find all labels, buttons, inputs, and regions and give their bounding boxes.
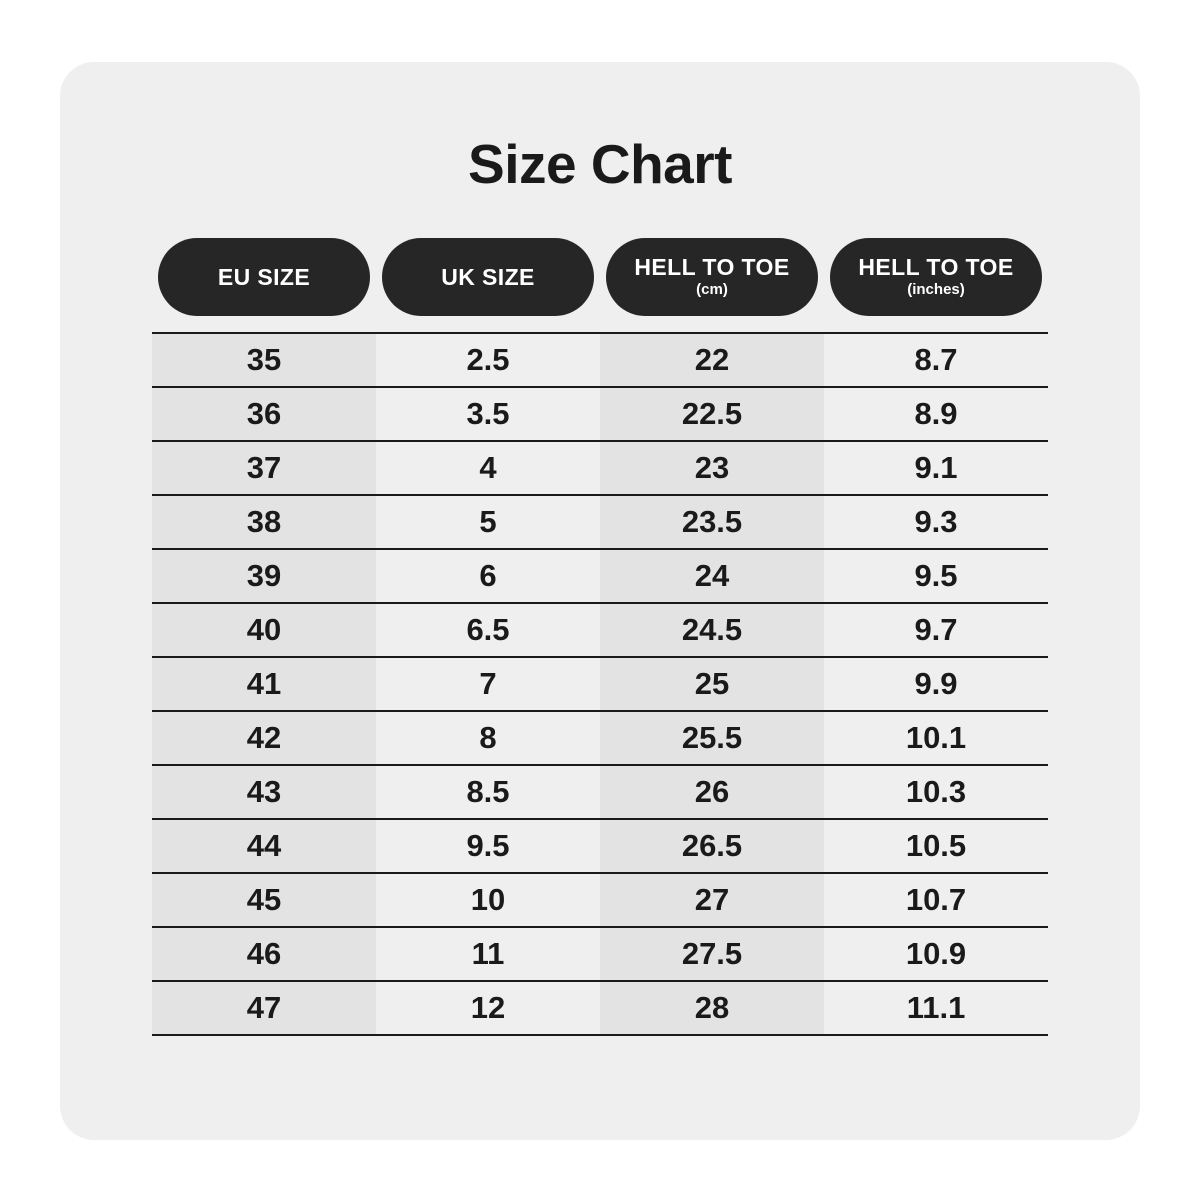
table-cell: 8.9 [824, 387, 1048, 441]
table-cell: 2.5 [376, 333, 600, 387]
header-label-uk-size: UK SIZE [441, 263, 535, 290]
table-row [152, 927, 1048, 981]
column-header-eu-size [152, 238, 376, 333]
header-sublabel-heel-to-toe-cm: (cm) [696, 280, 728, 298]
table-row [152, 873, 1048, 927]
size-table-wrapper [152, 238, 1048, 1036]
table-row [152, 711, 1048, 765]
table-row [152, 441, 1048, 495]
header-label-heel-to-toe-inches: HELL TO TOE [858, 254, 1014, 281]
size-chart-card [60, 62, 1140, 1140]
table-row [152, 981, 1048, 1035]
table-cell: 9.5 [376, 819, 600, 873]
table-cell: 46 [152, 927, 376, 981]
table-cell: 22.5 [600, 387, 824, 441]
table-cell: 23.5 [600, 495, 824, 549]
table-cell: 7 [376, 657, 600, 711]
table-cell: 26.5 [600, 819, 824, 873]
table-cell: 47 [152, 981, 376, 1035]
table-cell: 40 [152, 603, 376, 657]
size-table-body [152, 333, 1048, 1035]
table-cell: 9.3 [824, 495, 1048, 549]
table-cell: 22 [600, 333, 824, 387]
header-pill-heel-to-toe-inches [830, 238, 1042, 316]
table-cell: 38 [152, 495, 376, 549]
table-cell: 9.5 [824, 549, 1048, 603]
table-cell: 6.5 [376, 603, 600, 657]
column-header-uk-size [376, 238, 600, 333]
table-row [152, 819, 1048, 873]
header-pill-eu-size [158, 238, 370, 316]
size-table [152, 238, 1048, 1036]
table-cell: 11.1 [824, 981, 1048, 1035]
table-cell: 42 [152, 711, 376, 765]
header-pill-heel-to-toe-cm [606, 238, 818, 316]
table-cell: 10.9 [824, 927, 1048, 981]
page-title: Size Chart [468, 133, 732, 195]
table-cell: 26 [600, 765, 824, 819]
table-row [152, 657, 1048, 711]
table-row [152, 495, 1048, 549]
column-header-heel-to-toe-inches [824, 238, 1048, 333]
table-cell: 25.5 [600, 711, 824, 765]
column-header-heel-to-toe-cm [600, 238, 824, 333]
table-cell: 43 [152, 765, 376, 819]
table-cell: 5 [376, 495, 600, 549]
table-row [152, 387, 1048, 441]
table-cell: 8 [376, 711, 600, 765]
table-cell: 23 [600, 441, 824, 495]
table-cell: 4 [376, 441, 600, 495]
table-cell: 9.7 [824, 603, 1048, 657]
table-cell: 8.5 [376, 765, 600, 819]
table-cell: 3.5 [376, 387, 600, 441]
table-cell: 24 [600, 549, 824, 603]
size-table-head [152, 238, 1048, 333]
table-cell: 9.1 [824, 441, 1048, 495]
table-cell: 28 [600, 981, 824, 1035]
table-cell: 9.9 [824, 657, 1048, 711]
table-cell: 10.5 [824, 819, 1048, 873]
table-row [152, 333, 1048, 387]
table-cell: 10.3 [824, 765, 1048, 819]
table-cell: 24.5 [600, 603, 824, 657]
table-cell: 41 [152, 657, 376, 711]
table-row [152, 765, 1048, 819]
header-sublabel-heel-to-toe-inches: (inches) [907, 280, 965, 298]
table-cell: 35 [152, 333, 376, 387]
table-cell: 27.5 [600, 927, 824, 981]
table-cell: 25 [600, 657, 824, 711]
table-cell: 10 [376, 873, 600, 927]
table-header-row [152, 238, 1048, 333]
table-cell: 10.7 [824, 873, 1048, 927]
table-cell: 8.7 [824, 333, 1048, 387]
table-cell: 37 [152, 441, 376, 495]
table-cell: 27 [600, 873, 824, 927]
table-cell: 39 [152, 549, 376, 603]
table-cell: 12 [376, 981, 600, 1035]
table-cell: 11 [376, 927, 600, 981]
header-label-eu-size: EU SIZE [217, 263, 311, 290]
table-cell: 6 [376, 549, 600, 603]
table-cell: 36 [152, 387, 376, 441]
header-label-heel-to-toe-cm: HELL TO TOE [634, 254, 790, 281]
table-row [152, 603, 1048, 657]
table-cell: 44 [152, 819, 376, 873]
table-cell: 10.1 [824, 711, 1048, 765]
header-pill-uk-size [382, 238, 594, 316]
table-row [152, 549, 1048, 603]
table-cell: 45 [152, 873, 376, 927]
